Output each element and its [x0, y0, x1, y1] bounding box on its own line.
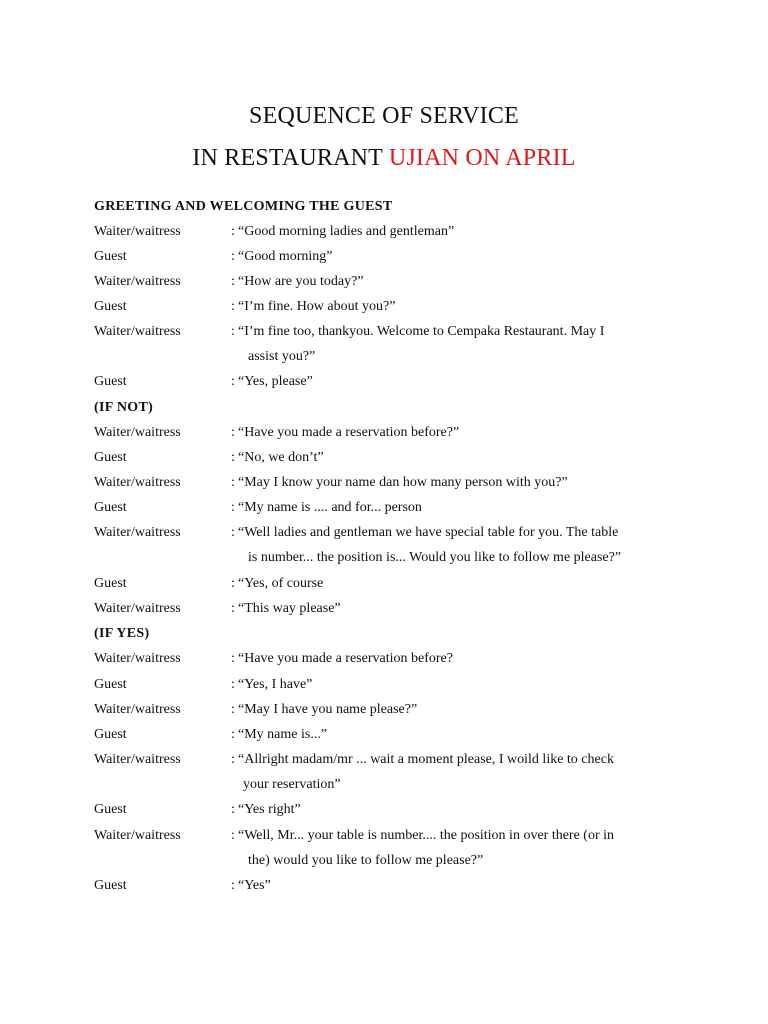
dialogue-continuation: [0, 349, 768, 369]
dialogue-line: [0, 299, 768, 319]
dialogue-line: [0, 702, 768, 722]
speaker-label: Guest: [94, 878, 127, 893]
speaker-label: Waiter/waitress: [94, 475, 181, 490]
dialogue-text: “Well ladies and gentleman we have special table for you. The table: [238, 525, 619, 540]
dialogue-text: “Yes, I have”: [238, 677, 313, 692]
dialogue-text: “I’m fine. How about you?”: [238, 299, 396, 314]
separator: :: [231, 677, 235, 692]
separator: :: [231, 727, 235, 742]
dialogue-line: [0, 525, 768, 545]
speaker-label: Waiter/waitress: [94, 601, 181, 616]
separator: :: [231, 450, 235, 465]
dialogue-text: “My name is .... and for... person: [238, 500, 422, 515]
speaker-label: Waiter/waitress: [94, 274, 181, 289]
dialogue-text: “I’m fine too, thankyou. Welcome to Cempaka Restaurant. May I: [238, 324, 605, 339]
section-heading-if-not: (IF NOT): [94, 400, 154, 415]
separator: :: [231, 828, 235, 843]
separator: :: [231, 274, 235, 289]
speaker-label: Waiter/waitress: [94, 525, 181, 540]
dialogue-text: “Yes, please”: [238, 374, 313, 389]
dialogue-text: “May I know your name dan how many person with you?”: [238, 475, 568, 490]
separator: :: [231, 525, 235, 540]
separator: :: [231, 576, 235, 591]
speaker-label: Guest: [94, 727, 127, 742]
speaker-label: Waiter/waitress: [94, 224, 181, 239]
speaker-label: Guest: [94, 576, 127, 591]
dialogue-continuation: [0, 777, 768, 797]
speaker-label: Guest: [94, 677, 127, 692]
speaker-label: Guest: [94, 450, 127, 465]
dialogue-line: [0, 651, 768, 671]
section-heading-if-yes: (IF YES): [94, 626, 150, 641]
separator: :: [231, 601, 235, 616]
speaker-label: Guest: [94, 299, 127, 314]
separator: :: [231, 425, 235, 440]
separator: :: [231, 299, 235, 314]
separator: :: [231, 651, 235, 666]
dialogue-text-continued: the) would you like to follow me please?”: [248, 853, 484, 868]
dialogue-line: [0, 878, 768, 898]
speaker-label: Guest: [94, 374, 127, 389]
separator: :: [231, 475, 235, 490]
dialogue-text: “Have you made a reservation before?: [238, 651, 453, 666]
dialogue-line: [0, 450, 768, 470]
speaker-label: Waiter/waitress: [94, 828, 181, 843]
separator: :: [231, 374, 235, 389]
dialogue-text: “Good morning ladies and gentleman”: [238, 224, 455, 239]
dialogue-line: [0, 224, 768, 244]
dialogue-text: “May I have you name please?”: [238, 702, 418, 717]
dialogue-line: [0, 324, 768, 344]
dialogue-text: “Yes”: [238, 878, 271, 893]
dialogue-line: [0, 249, 768, 269]
separator: :: [231, 878, 235, 893]
dialogue-line: [0, 828, 768, 848]
separator: :: [231, 702, 235, 717]
separator: :: [231, 224, 235, 239]
document-subtitle: [0, 145, 768, 172]
dialogue-line: [0, 500, 768, 520]
speaker-label: Waiter/waitress: [94, 752, 181, 767]
speaker-label: Waiter/waitress: [94, 425, 181, 440]
dialogue-text: “Allright madam/mr ... wait a moment please, I woild like to check: [238, 752, 614, 767]
dialogue-text: “Well, Mr... your table is number.... the position in over there (or in: [238, 828, 615, 843]
separator: :: [231, 802, 235, 817]
speaker-label: Guest: [94, 249, 127, 264]
speaker-label: Waiter/waitress: [94, 702, 181, 717]
dialogue-line: [0, 475, 768, 495]
section-heading-greeting: GREETING AND WELCOMING THE GUEST: [94, 199, 393, 214]
speaker-label: Guest: [94, 500, 127, 515]
dialogue-continuation: [0, 550, 768, 570]
dialogue-text: “Yes, of course: [238, 576, 324, 591]
dialogue-line: [0, 425, 768, 445]
dialogue-text-continued: assist you?”: [248, 349, 316, 364]
dialogue-line: [0, 374, 768, 394]
dialogue-line: [0, 752, 768, 772]
dialogue-text-continued: your reservation”: [243, 777, 341, 792]
dialogue-text-continued: is number... the position is... Would you like to follow me please?”: [248, 550, 622, 565]
dialogue-text: “Good morning”: [238, 249, 333, 264]
dialogue-line: [0, 677, 768, 697]
dialogue-text: “Yes right”: [238, 802, 301, 817]
dialogue-text: “My name is...”: [238, 727, 328, 742]
dialogue-text: “This way please”: [238, 601, 341, 616]
dialogue-line: [0, 274, 768, 294]
dialogue-text: “No, we don’t”: [238, 450, 324, 465]
subtitle-prefix: IN RESTAURANT: [192, 145, 389, 171]
separator: :: [231, 249, 235, 264]
separator: :: [231, 752, 235, 767]
subtitle-accent: UJIAN ON APRIL: [388, 145, 576, 171]
document-title: SEQUENCE OF SERVICE: [249, 103, 519, 129]
speaker-label: Guest: [94, 802, 127, 817]
speaker-label: Waiter/waitress: [94, 651, 181, 666]
dialogue-text: “How are you today?”: [238, 274, 364, 289]
dialogue-line: [0, 727, 768, 747]
dialogue-text: “Have you made a reservation before?”: [238, 425, 460, 440]
speaker-label: Waiter/waitress: [94, 324, 181, 339]
dialogue-line: [0, 601, 768, 621]
separator: :: [231, 500, 235, 515]
dialogue-line: [0, 576, 768, 596]
separator: :: [231, 324, 235, 339]
dialogue-continuation: [0, 853, 768, 873]
dialogue-line: [0, 802, 768, 822]
